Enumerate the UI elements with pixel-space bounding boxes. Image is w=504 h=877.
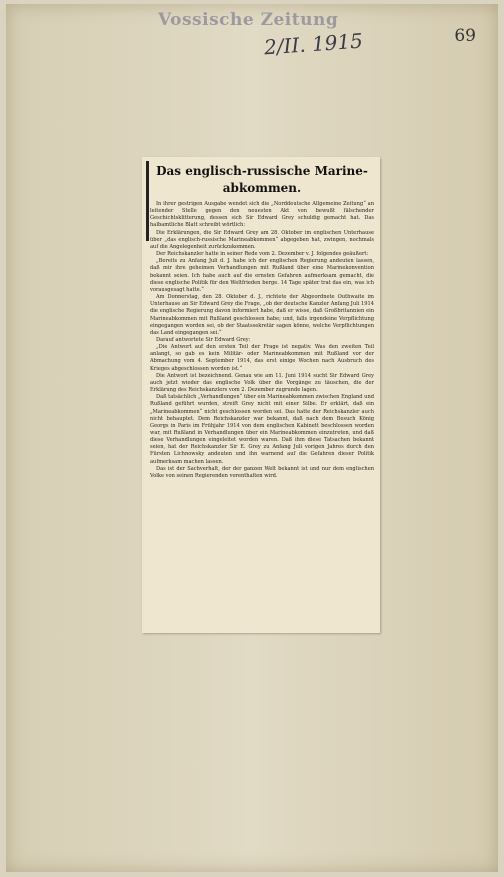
clipping-paragraph: Am Donnerstag, den 28. Oktober d. J., richtete der Abgeordnete Outhwaite im Unterhause an Sir Edward Grey die Frage, „ob der deutsche Kanzler Anfang Juli 1914 die englische Regierung davon informiert habe, daß er wisse, daß Großbritannien ein Marineabkommen mit Rußland geschlossen habe; und, falls irgendeine Verpflichtung eingegangen worden sei, ob der Staatssekretär sagen könne, welche Verpflichtungen das Land eingegangen sei.“ xyxy=(150,294,374,336)
newspaper-name-stamp: Vossische Zeitung xyxy=(158,10,339,30)
clipping-paragraph: Daß tatsächlich „Verhandlungen“ über ein Marineabkommen zwischen England und Rußland geführt wurden, streift Grey nicht mit einer Silbe. Er erklärt, daß ein „Marineabkommen“ nicht geschlossen worden sei. Das hatte der Reichskanzler auch nicht behauptet. Dem Reichskanzler war bekannt, daß nach dem Besuch König Georgs in Paris im Frühjahr 1914 von dem englischen Kabinett beschlossen worden war, mit Rußland in Verhandlungen über ein Marineabkommen einzutreten, und daß diese Verhandlungen eingeleitet worden waren. Daß ihm diese Tatsachen bekannt seien, hat der Reichskanzler Sir E. Grey zu Anfang Juli vorigen Jahres durch den Fürsten Lichnowsky andeuten und ihn warnend auf die Gefahren dieser Politik aufmerksam machen lassen. xyxy=(150,394,374,465)
clipping-paragraph: „Die Antwort auf den ersten Teil der Frage ist negativ. Was den zweiten Teil anlangt, so gab es kein Militär- oder Marineabkommen mit Rußland vor der Abmachung vom 4. September 1914, das erst einige Wochen nach Ausbruch des Krieges abgeschlossen worden ist.“ xyxy=(150,344,374,372)
clipping-title-line-1: Das englisch-russische Marine- xyxy=(156,164,368,178)
handwritten-date: 2/II. 1915 xyxy=(263,28,364,60)
page-number: 69 xyxy=(454,26,476,46)
clipping-paragraph: In ihrer gestrigen Ausgabe wendet sich die „Norddeutsche Allgemeine Zeitung“ an leitender Stelle gegen den neuesten Akt von bewußt fälschender Geschichtsklitterung, dessen sich Sir Edward Grey schuldig gemacht hat. Das halbamtliche Blatt schreibt wörtlich: xyxy=(150,201,374,229)
clipping-paragraph: „Bereits zu Anfang Juli d. J. habe ich der englischen Regierung andeuten lassen, daß mir ihre geheimen Verhandlungen mit Rußland über eine Marinekonvention bekannt seien. Ich habe auch auf die ernsten Gefahren aufmerksam gemacht, die diese englische Politik für den Weltfrieden berge. 14 Tage später trat das ein, was ich vorausgesagt hatte.“ xyxy=(150,258,374,293)
clipping-paragraph: Darauf antwortete Sir Edward Grey: xyxy=(156,336,251,343)
archive-page xyxy=(6,4,498,872)
clipping-title xyxy=(150,163,374,197)
clipping-paragraph: Die Erklärungen, die Sir Edward Grey am 28. Oktober im englischen Unterhause über „das englisch-russische Marineabkommen“ abgegeben hat, zwingen, nochmals auf die Angelegenheit zurückzukommen. xyxy=(150,229,374,250)
newspaper-clipping xyxy=(142,157,380,633)
clipping-paragraph: Die Antwort ist bezeichnend. Genau wie am 11. Juni 1914 sucht Sir Edward Grey auch jetzt wieder das englische Volk über die Vorgänge zu täuschen, die der Erklärung des Reichskanzlers vom 2. Dezember zugrunde lagen. xyxy=(150,372,374,394)
clipping-paragraph: Der Reichskanzler hatte in seiner Rede vom 2. Dezember v. J. folgendes geäußert: xyxy=(156,251,369,258)
clipping-paragraph: Das ist der Sachverhalt, der der ganzen Welt bekannt ist und nur dem englischen Volke von seinen Regierenden vorenthalten wird. xyxy=(150,465,374,479)
clipping-body xyxy=(150,201,374,480)
clipping-title-line-2: abkommen. xyxy=(222,181,302,195)
